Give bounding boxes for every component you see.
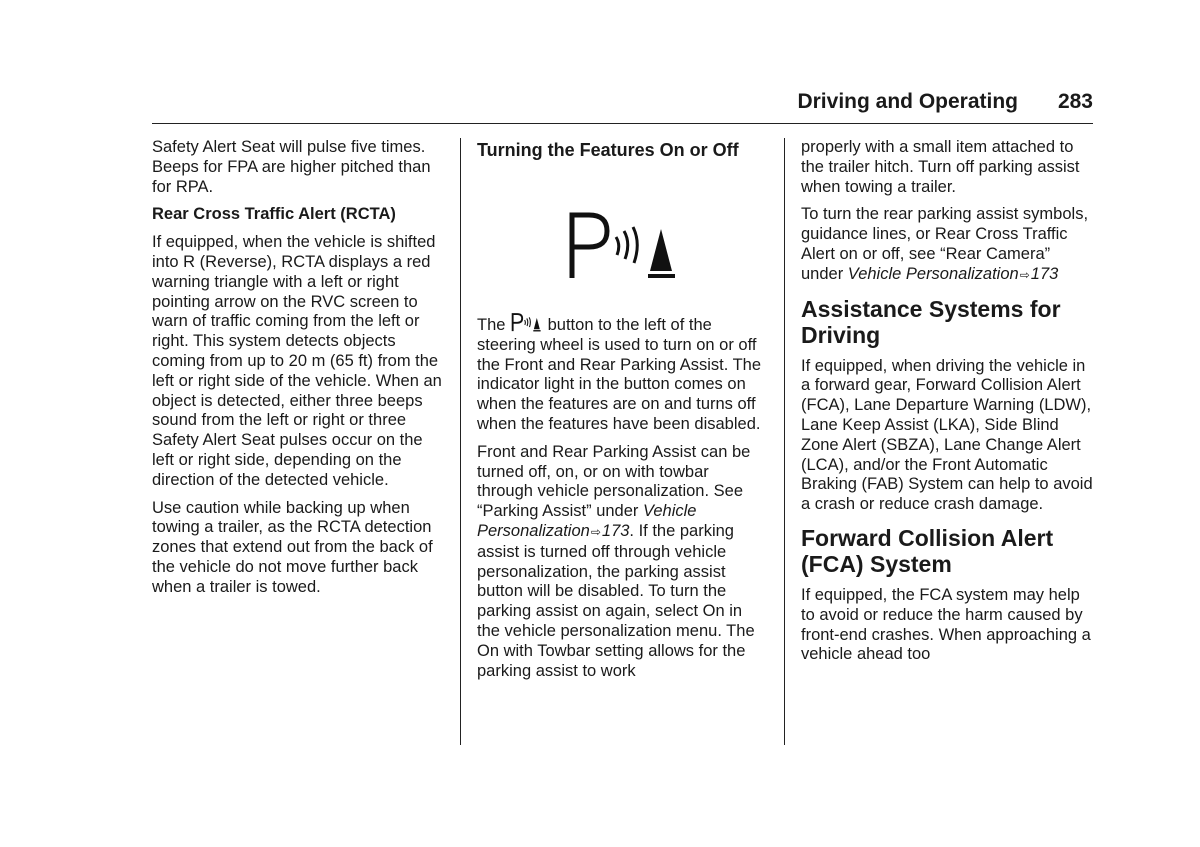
- paragraph: [801, 205, 1093, 285]
- rcta-heading: Rear Cross Traffic Alert (RCTA): [152, 205, 396, 224]
- parking-assist-icon: [567, 211, 679, 281]
- parking-assist-icon: [510, 313, 543, 332]
- xref-title: Vehicle Personalization: [847, 264, 1019, 283]
- text-fragment: To turn the rear parking assist symbols, guidance lines, or Rear Cross Traffic Alert on or off, see “Rear Camera” under: [801, 205, 1089, 283]
- column-right: [801, 138, 1093, 673]
- paragraph: Safety Alert Seat will pulse five times. Beeps for FPA are higher pitched than for RPA.: [152, 138, 431, 196]
- header-rule: [152, 123, 1093, 124]
- xref-page[interactable]: 173: [1030, 264, 1059, 283]
- paragraph: Use caution while backing up when towing a trailer, as the RCTA detection zones that extend out from the back of the vehicle do not move further back when a trailer is towed.: [152, 498, 433, 596]
- text-fragment: button to the left of the steering wheel is used to turn on or off the Front and Rear Parking Assist. The indicator light in the button comes on when the features are on and turns off when the features have been disabled.: [477, 316, 762, 433]
- text-fragment: . If the parking assist is turned off through vehicle personalization, the parking assist button will be disabled. To turn the parking assist on again, select On in the vehicle personalization menu. The On with Towbar setting allows for the parking assist to work: [477, 521, 755, 680]
- features-heading: Turning the Features On or Off: [477, 140, 739, 160]
- text-fragment: Front and Rear Parking Assist can be turned off, on, or on with towbar through vehicle personalization. See “Parking Assist” under: [477, 442, 751, 521]
- paragraph: [477, 443, 769, 682]
- column-divider: [460, 138, 461, 745]
- paragraph: If equipped, when driving the vehicle in a forward gear, Forward Collision Alert (FCA), Lane Departure Warning (LDW), Lane Keep Assist (LKA), Side Blind Zone Alert (SBZA), Lane Change Alert (LCA), and/or the Front Automatic Braking (FAB) System can help to avoid a crash or reduce crash damage.: [801, 356, 1093, 514]
- xref-page[interactable]: 173: [601, 521, 630, 540]
- paragraph: properly with a small item attached to the trailer hitch. Turn off parking assist when towing a trailer.: [801, 138, 1080, 196]
- text-fragment: The: [477, 316, 511, 334]
- page-number: 283: [1057, 90, 1093, 113]
- column-divider: [784, 138, 785, 745]
- xref-arrow-icon: ⇨: [1019, 267, 1030, 282]
- xref-title: Vehicle Personalization: [477, 502, 697, 540]
- column-left: [152, 138, 442, 606]
- section-title: Driving and Operating: [797, 90, 1018, 113]
- paragraph: [477, 313, 769, 435]
- column-middle: [477, 138, 769, 689]
- paragraph: If equipped, the FCA system may help to avoid or reduce the harm caused by front-end crashes. When approaching a vehicle ahead too: [801, 585, 1091, 664]
- xref-arrow-icon: ⇨: [590, 524, 601, 539]
- paragraph: If equipped, when the vehicle is shifted into R (Reverse), RCTA displays a red warning triangle with a left or right pointing arrow on the RVC screen to warn of traffic coming from the left or right. This system detects objects coming from up to 20 m (65 ft) from the left or right side of the vehicle. When an object is detected, either three beeps sound from the left or right or three Safety Alert Seat pulses occur on the left or right side, depending on the direction of the detected vehicle.: [152, 233, 442, 489]
- fca-heading: Forward Collision Alert (FCA) System: [801, 524, 1054, 577]
- assistance-systems-heading: Assistance Systems for Driving: [801, 295, 1061, 348]
